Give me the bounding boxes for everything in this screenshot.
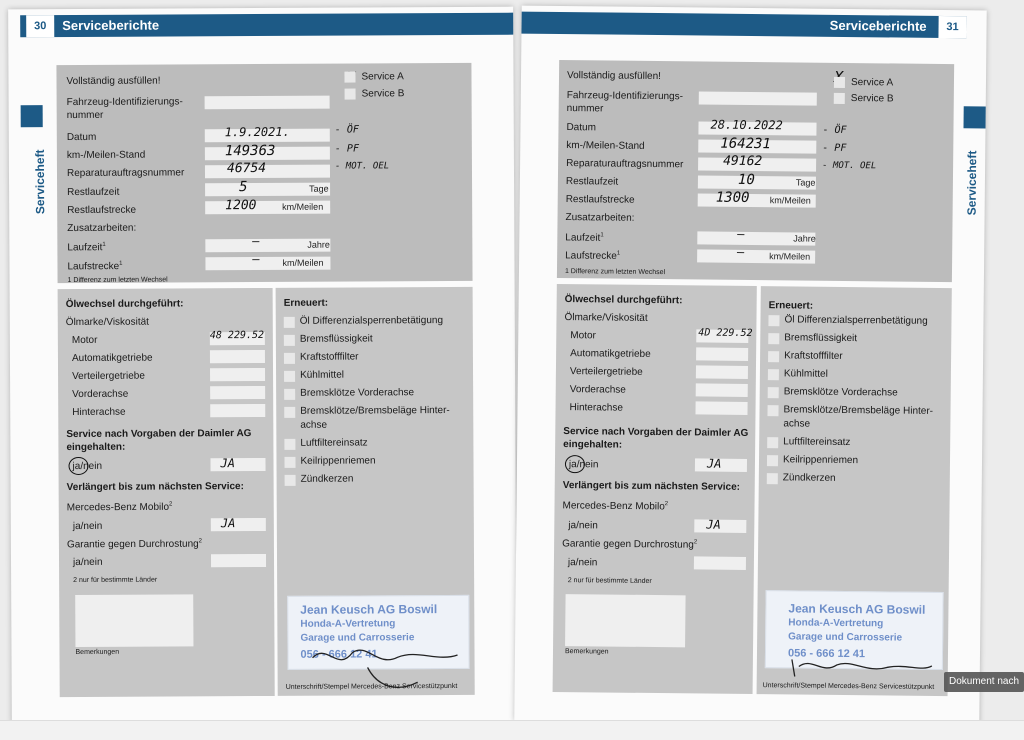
r-daimler-label-1: Service nach Vorgaben der Daimler AG bbox=[563, 426, 749, 439]
extended-label: Verlängert bis zum nächsten Service: bbox=[66, 481, 244, 494]
r-laufzeit-unit: Jahre bbox=[793, 233, 816, 244]
r-rest-time-label: Restlaufzeit bbox=[565, 176, 619, 188]
right-side-tab bbox=[963, 106, 985, 128]
left-side-label: Serviceheft bbox=[32, 149, 48, 215]
footnote-1: 1 Differenz zum letzten Wechsel bbox=[67, 276, 168, 285]
r-laufzeit-value: — bbox=[737, 226, 745, 241]
oil-title: Ölwechsel durchgeführt: bbox=[65, 298, 184, 311]
r-renewed-checkbox[interactable] bbox=[768, 315, 779, 326]
daimler-field[interactable] bbox=[210, 458, 265, 471]
r-mobilo-janein: ja/nein bbox=[568, 520, 598, 532]
r-date-value: 28.10.2022 bbox=[710, 117, 783, 133]
left-page bbox=[8, 7, 517, 725]
mobilo-label: Mercedes-Benz Mobilo$^2$ bbox=[66, 501, 173, 514]
stamp-line-2: Honda-A-Vertretung bbox=[300, 618, 396, 630]
r-oil-vorder-label: Vorderachse bbox=[569, 384, 626, 396]
r-renewed-checkbox[interactable] bbox=[767, 473, 778, 484]
r-renewed-item-label: Kühlmittel bbox=[783, 368, 828, 380]
r-laufstrecke-value: — bbox=[737, 244, 745, 259]
laufstrecke-label: Laufstrecke$^1$ bbox=[67, 260, 123, 273]
right-oil-panel bbox=[553, 284, 757, 694]
mobilo-field[interactable] bbox=[211, 518, 266, 531]
km-label: km-/Meilen-Stand bbox=[66, 149, 146, 162]
r-oil-motor-label: Motor bbox=[570, 330, 596, 342]
stamp-line-3: Garage und Carrosserie bbox=[300, 632, 415, 644]
next-document-button[interactable]: Dokument nach bbox=[944, 672, 1024, 692]
repair-label: Reparaturauftragsnummer bbox=[66, 167, 185, 180]
r-daimler-value: JA bbox=[706, 456, 722, 471]
vin-field[interactable] bbox=[205, 96, 330, 110]
r-oil-verteiler-label: Verteilergetriebe bbox=[569, 366, 643, 378]
oil-vorder-label: Vorderachse bbox=[72, 388, 129, 400]
renewed-checkbox[interactable] bbox=[284, 317, 295, 328]
r-signature bbox=[787, 654, 937, 686]
oil-hinter-label: Hinterachse bbox=[72, 406, 126, 418]
r-rest-time-unit: Tage bbox=[795, 177, 816, 188]
r-oil-auto-label: Automatikgetriebe bbox=[570, 348, 651, 360]
oil-auto-field[interactable] bbox=[210, 350, 265, 363]
r-complete-label: Vollständig ausfüllen! bbox=[566, 70, 662, 83]
rest-time-value: 5 bbox=[239, 179, 248, 196]
renewed-checkbox[interactable] bbox=[285, 475, 296, 486]
oil-motor-label: Motor bbox=[71, 334, 98, 346]
renewed-item-label: Bremsklötze Vorderachse bbox=[300, 387, 415, 399]
remarks-label: Bemerkungen bbox=[75, 648, 120, 656]
right-top-panel bbox=[557, 60, 954, 282]
r-extra-work-label: Zusatzarbeiten: bbox=[565, 212, 635, 224]
oil-vorder-field[interactable] bbox=[210, 386, 265, 399]
right-renewed-panel bbox=[757, 286, 952, 696]
r-daimler-label-2: eingehalten: bbox=[563, 439, 623, 451]
r-repair-value: 49162 bbox=[723, 153, 763, 170]
rest-time-label: Restlaufzeit bbox=[67, 186, 120, 199]
renewed-checkbox[interactable] bbox=[284, 371, 295, 382]
garantie-label: Garantie gegen Durchrostung$^2$ bbox=[66, 538, 203, 551]
left-page-title: Serviceberichte bbox=[62, 17, 160, 34]
renewed-checkbox[interactable] bbox=[284, 457, 295, 468]
rest-dist-value: 1200 bbox=[225, 198, 257, 214]
laufstrecke-unit: km/Meilen bbox=[282, 257, 324, 268]
r-signature-caption: Unterschrift/Stempel Mercedes-Benz Servicestützpunkt bbox=[762, 682, 935, 691]
rest-time-unit: Tage bbox=[309, 183, 329, 194]
laufzeit-label: Laufzeit$^1$ bbox=[67, 241, 106, 254]
repair-note: - MOT. OEL bbox=[334, 161, 390, 172]
extra-work-label: Zusatzarbeiten: bbox=[67, 222, 137, 235]
renewed-title: Erneuert: bbox=[283, 297, 329, 309]
r-vin-field[interactable] bbox=[699, 91, 817, 105]
r-renewed-checkbox[interactable] bbox=[768, 387, 779, 398]
left-page-number: 30 bbox=[26, 15, 54, 37]
service-a-label: Service A bbox=[361, 71, 404, 83]
r-oil-verteiler-field[interactable] bbox=[696, 365, 748, 379]
rest-dist-unit: km/Meilen bbox=[282, 201, 324, 212]
rest-dist-label: Restlaufstrecke bbox=[67, 204, 137, 217]
right-page-title: Serviceberichte bbox=[829, 17, 927, 34]
r-vin-label-2: nummer bbox=[566, 103, 604, 115]
renewed-item-label: Kühlmittel bbox=[300, 369, 344, 381]
repair-value: 46754 bbox=[226, 160, 267, 177]
km-note: - PF bbox=[334, 143, 359, 155]
renewed-checkbox[interactable] bbox=[284, 439, 295, 450]
r-renewed-title: Erneuert: bbox=[768, 300, 814, 312]
renewed-item-label: Bremsklötze/Bremsbeläge Hinter- bbox=[300, 405, 450, 417]
r-renewed-checkbox[interactable] bbox=[768, 369, 779, 380]
r-remarks-field[interactable] bbox=[565, 594, 686, 647]
daimler-label-1: Service nach Vorgaben der Daimler AG bbox=[66, 428, 252, 441]
renewed-checkbox[interactable] bbox=[284, 389, 295, 400]
r-mobilo-label: Mercedes-Benz Mobilo$^2$ bbox=[562, 500, 669, 513]
remarks-field[interactable] bbox=[75, 594, 193, 647]
r-rest-dist-value: 1300 bbox=[715, 189, 750, 206]
laufstrecke-value: — bbox=[252, 252, 260, 267]
left-renewed-panel bbox=[276, 287, 475, 696]
r-oil-hinter-field[interactable] bbox=[695, 401, 747, 415]
r-renewed-checkbox[interactable] bbox=[767, 455, 778, 466]
daimler-janein: ja/nein bbox=[72, 460, 103, 472]
r-km-value: 164231 bbox=[720, 135, 771, 153]
renewed-item-label: achse bbox=[300, 419, 328, 431]
r-mobilo-value: JA bbox=[706, 517, 721, 532]
r-rest-dist-label: Restlaufstrecke bbox=[565, 194, 635, 206]
daimler-label-2: eingehalten: bbox=[66, 441, 126, 454]
r-garantie-janein: ja/nein bbox=[567, 557, 598, 569]
r-renewed-checkbox[interactable] bbox=[767, 405, 778, 416]
mobilo-value: JA bbox=[220, 516, 236, 531]
right-page-number: 31 bbox=[938, 16, 966, 38]
signature-caption: Unterschrift/Stempel Mercedes-Benz Servicestützpunkt bbox=[285, 682, 458, 691]
mobilo-janein: ja/nein bbox=[72, 520, 103, 532]
r-renewed-item-label: Zündkerzen bbox=[782, 472, 836, 484]
r-service-b-label: Service B bbox=[850, 93, 894, 105]
date-label: Datum bbox=[66, 131, 97, 144]
vin-label-1: Fahrzeug-Identifizierungs- bbox=[66, 96, 183, 109]
r-renewed-item-label: Luftfiltereinsatz bbox=[783, 436, 851, 449]
left-oil-panel bbox=[58, 288, 275, 697]
r-rest-dist-unit: km/Meilen bbox=[769, 195, 811, 206]
r-oil-brand-label: Ölmarke/Viskosität bbox=[564, 312, 648, 324]
oil-motor-value: 48 229.52 bbox=[209, 329, 265, 342]
r-daimler-janein: ja/nein bbox=[568, 459, 599, 471]
laufzeit-value: — bbox=[252, 234, 260, 249]
stamp-line-4: 056 - 666 12 41 bbox=[300, 648, 378, 661]
r-remarks-label: Bemerkungen bbox=[564, 648, 609, 656]
r-oil-hinter-label: Hinterachse bbox=[569, 402, 623, 414]
right-side-label: Serviceheft bbox=[964, 150, 980, 216]
r-renewed-checkbox[interactable] bbox=[767, 437, 778, 448]
r-km-label: km-/Meilen-Stand bbox=[566, 140, 645, 152]
r-repair-label: Reparaturauftragsnummer bbox=[566, 158, 684, 171]
r-renewed-item-label: achse bbox=[783, 418, 811, 430]
renewed-item-label: Kraftstofffilter bbox=[299, 351, 359, 363]
renewed-item-label: Öl Differenzialsperrenbetätigung bbox=[299, 315, 444, 327]
service-booklet bbox=[10, 8, 985, 723]
r-oil-auto-field[interactable] bbox=[696, 347, 748, 361]
bottom-bar bbox=[0, 720, 1024, 740]
r-renewed-item-label: Bremsklötze Vorderachse bbox=[783, 386, 898, 399]
left-side-tab bbox=[21, 105, 43, 127]
r-laufzeit-label: Laufzeit$^1$ bbox=[565, 232, 604, 244]
r-repair-note: - MOT. OEL bbox=[822, 160, 877, 172]
daimler-value: JA bbox=[220, 456, 236, 471]
r-rest-time-value: 10 bbox=[737, 171, 755, 189]
r-renewed-item-label: Bremsflüssigkeit bbox=[784, 332, 858, 345]
renewed-item-label: Keilrippenriemen bbox=[300, 455, 376, 467]
left-page-header bbox=[20, 13, 513, 38]
oil-verteiler-field[interactable] bbox=[210, 368, 265, 381]
right-page bbox=[514, 6, 986, 726]
r-renewed-item-label: Keilrippenriemen bbox=[782, 454, 859, 467]
renewed-checkbox[interactable] bbox=[284, 353, 295, 364]
garantie-field[interactable] bbox=[211, 554, 266, 567]
service-a-checkbox[interactable] bbox=[344, 72, 355, 83]
r-oil-vorder-field[interactable] bbox=[696, 383, 748, 397]
r-service-a-label: Service A bbox=[850, 77, 894, 89]
r-service-a-checkbox[interactable] bbox=[834, 77, 845, 88]
ja-circle-mark bbox=[68, 457, 88, 475]
r-renewed-item-label: Öl Differenzialsperrenbetätigung bbox=[784, 314, 928, 327]
km-value: 149363 bbox=[224, 142, 276, 160]
r-date-label: Datum bbox=[566, 122, 596, 134]
footnote-2: 2 nur für bestimmte Länder bbox=[73, 576, 158, 584]
renewed-checkbox[interactable] bbox=[284, 407, 295, 418]
r-laufstrecke-label: Laufstrecke$^1$ bbox=[565, 250, 621, 262]
renewed-checkbox[interactable] bbox=[284, 335, 295, 346]
r-extended-label: Verlängert bis zum nächsten Service: bbox=[562, 480, 741, 493]
oil-hinter-field[interactable] bbox=[210, 404, 265, 417]
repair-field[interactable] bbox=[205, 165, 330, 179]
r-garantie-field[interactable] bbox=[694, 556, 746, 570]
r-garantie-label: Garantie gegen Durchrostung$^2$ bbox=[562, 538, 698, 551]
r-oil-motor-value: 4D 229.52 bbox=[698, 327, 753, 340]
right-page-header bbox=[521, 12, 966, 39]
date-note: - ÖF bbox=[334, 124, 359, 136]
r-km-note: - PF bbox=[822, 142, 847, 154]
date-value: 1.9.2021. bbox=[224, 124, 290, 140]
laufzeit-unit: Jahre bbox=[307, 239, 330, 250]
oil-brand-label: Ölmarke/Viskosität bbox=[65, 316, 149, 329]
complete-label: Vollständig ausfüllen! bbox=[66, 75, 161, 88]
renewed-item-label: Bremsflüssigkeit bbox=[299, 333, 373, 345]
stamp-line-1: Jean Keusch AG Boswil bbox=[300, 602, 438, 617]
r-renewed-item-label: Kraftstofffilter bbox=[784, 350, 843, 362]
oil-auto-label: Automatikgetriebe bbox=[71, 352, 153, 364]
r-ja-circle-mark bbox=[565, 455, 585, 473]
renewed-item-label: Luftfiltereinsatz bbox=[300, 437, 368, 449]
garantie-janein: ja/nein bbox=[73, 556, 103, 568]
r-stamp-line-3: Garage und Carrosserie bbox=[788, 631, 903, 644]
service-b-label: Service B bbox=[361, 88, 405, 100]
r-laufstrecke-unit: km/Meilen bbox=[769, 251, 811, 262]
r-renewed-checkbox[interactable] bbox=[768, 351, 779, 362]
vin-label-2: nummer bbox=[66, 109, 104, 122]
r-service-b-checkbox[interactable] bbox=[834, 93, 845, 104]
service-b-checkbox[interactable] bbox=[345, 89, 356, 100]
r-stamp-line-4: 056 - 666 12 41 bbox=[787, 647, 866, 661]
oil-verteiler-label: Verteilergetriebe bbox=[72, 370, 145, 382]
r-stamp-line-1: Jean Keusch AG Boswil bbox=[788, 601, 926, 617]
r-vin-label-1: Fahrzeug-Identifizierungs- bbox=[566, 90, 684, 103]
r-renewed-checkbox[interactable] bbox=[768, 333, 779, 344]
r-date-note: - ÖF bbox=[822, 124, 847, 136]
left-top-panel bbox=[56, 63, 472, 283]
r-renewed-item-label: Bremsklötze/Bremsbeläge Hinter- bbox=[783, 404, 934, 417]
r-stamp-line-2: Honda-A-Vertretung bbox=[788, 617, 884, 630]
r-oil-title: Ölwechsel durchgeführt: bbox=[564, 294, 683, 307]
r-footnote-2: 2 nur für bestimmte Länder bbox=[567, 577, 652, 585]
r-footnote-1: 1 Differenz zum letzten Wechsel bbox=[564, 268, 666, 277]
renewed-item-label: Zündkerzen bbox=[300, 473, 354, 485]
